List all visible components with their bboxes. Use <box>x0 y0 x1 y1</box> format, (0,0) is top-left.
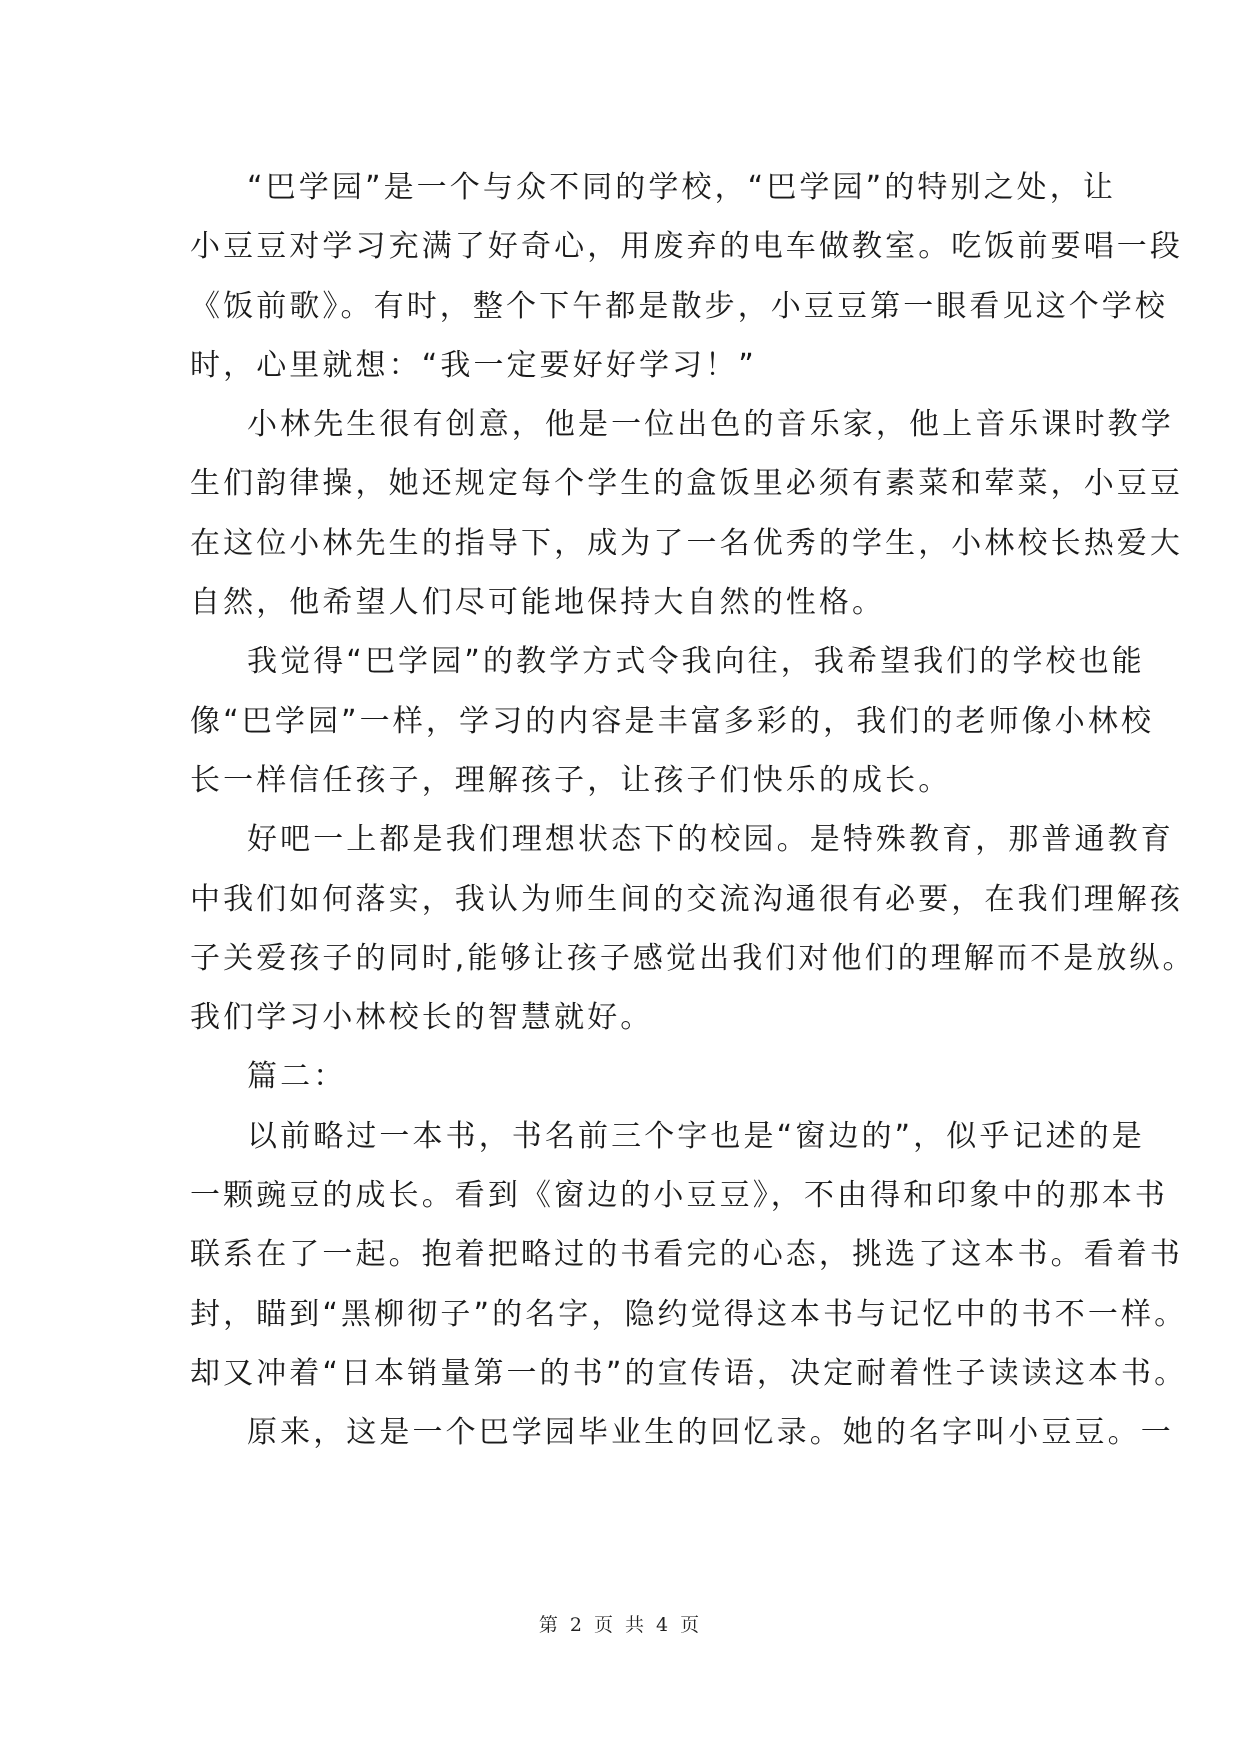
text-line: 自然，他希望人们尽可能地保持大自然的性格。 <box>190 585 886 621</box>
text-line: 却又冲着“日本销量第一的书”的宣传语，决定耐着性子读读这本书。 <box>190 1355 1188 1391</box>
text-line: 一颗豌豆的成长。看到《窗边的小豆豆》，不由得和印象中的那本书 <box>190 1178 1168 1214</box>
body-text <box>190 158 1196 1463</box>
text-line: 我觉得“巴学园”的教学方式令我向往，我希望我们的学校也能 <box>247 644 1145 680</box>
text-line: 《饭前歌》。有时，整个下午都是散步，小豆豆第一眼看见这个学校 <box>190 288 1168 324</box>
text-line: 封，瞄到“黑柳彻子”的名字，隐约觉得这本书与记忆中的书不一样。 <box>190 1296 1188 1332</box>
text-line: 好吧一上都是我们理想状态下的校园。是特殊教育，那普通教育 <box>247 822 1174 858</box>
section-heading: 篇二： <box>247 1059 347 1095</box>
text-line: 在这位小林先生的指导下，成为了一名优秀的学生，小林校长热爱大 <box>190 525 1183 561</box>
text-line: 小林先生很有创意，他是一位出色的音乐家，他上音乐课时教学 <box>247 407 1174 443</box>
text-line: 小豆豆对学习充满了好奇心，用废弃的电车做教室。吃饭前要唱一段 <box>190 229 1183 265</box>
text-line: 时，心里就想：“我一定要好好学习！” <box>190 347 757 383</box>
text-line: 原来，这是一个巴学园毕业生的回忆录。她的名字叫小豆豆。一 <box>247 1415 1174 1451</box>
text-line: 长一样信任孩子，理解孩子，让孩子们快乐的成长。 <box>190 762 952 798</box>
text-line: 像“巴学园”一样，学习的内容是丰富多彩的，我们的老师像小林校 <box>190 703 1155 739</box>
text-line: 中我们如何落实，我认为师生间的交流沟通很有必要，在我们理解孩 <box>190 881 1183 917</box>
text-line: 联系在了一起。抱着把略过的书看完的心态，挑选了这本书。看着书 <box>190 1237 1183 1273</box>
text-line: 以前略过一本书，书名前三个字也是“窗边的”，似乎记述的是 <box>247 1118 1145 1154</box>
text-line: “巴学园”是一个与众不同的学校，“巴学园”的特别之处，让 <box>247 170 1116 205</box>
text-line: 生们韵律操，她还规定每个学生的盒饭里必须有素菜和荤菜，小豆豆 <box>190 466 1183 502</box>
text-line: 我们学习小林校长的智慧就好。 <box>190 1000 654 1036</box>
text-line: 子关爱孩子的同时,能够让孩子感觉出我们对他们的理解而不是放纵。 <box>190 940 1196 976</box>
page-number-footer: 第 2 页 共 4 页 <box>538 1614 703 1636</box>
